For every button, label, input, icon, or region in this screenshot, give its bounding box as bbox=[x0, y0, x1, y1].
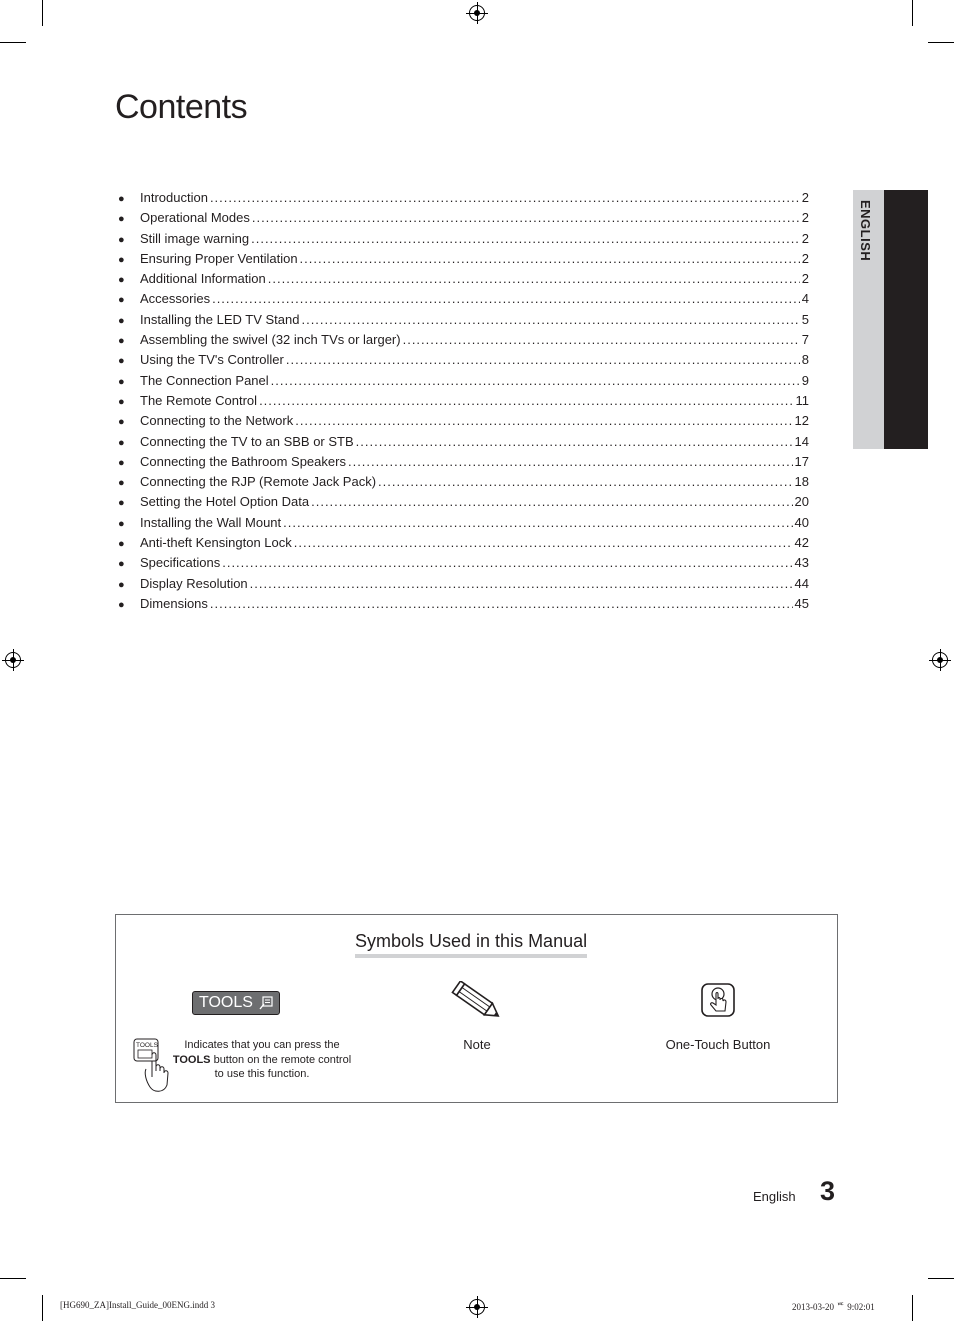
tools-desc-bold: TOOLS bbox=[172, 1053, 211, 1066]
toc-leader-dots bbox=[212, 289, 800, 309]
tools-badge bbox=[192, 991, 280, 1015]
toc-entry-page: 44 bbox=[794, 575, 809, 591]
crop-mark bbox=[912, 1295, 913, 1321]
toc-leader-dots bbox=[348, 452, 793, 472]
tools-desc-line-1: Indicates that you can press the bbox=[184, 1039, 340, 1051]
crop-mark bbox=[912, 0, 913, 26]
crop-mark bbox=[0, 1278, 26, 1279]
one-touch-button-icon bbox=[701, 983, 735, 1017]
toc-entry[interactable] bbox=[118, 432, 809, 452]
note-label: Note bbox=[463, 1037, 491, 1052]
toc-entry-label: Additional Information bbox=[140, 271, 266, 287]
toc-entry-page: 2 bbox=[801, 230, 809, 246]
toc-leader-dots bbox=[268, 269, 800, 289]
toc-entry-page: 17 bbox=[794, 453, 809, 469]
toc-entry-page: 43 bbox=[794, 555, 809, 571]
toc-entry-label: Operational Modes bbox=[140, 210, 250, 226]
toc-entry-label: The Remote Control bbox=[140, 392, 258, 408]
toc-leader-dots bbox=[286, 350, 800, 370]
crop-mark bbox=[928, 1278, 954, 1279]
toc-leader-dots bbox=[251, 229, 800, 249]
bullet-icon: ● bbox=[118, 497, 125, 510]
symbols-title: Symbols Used in this Manual bbox=[355, 931, 587, 958]
toc-entry-label: Installing the LED TV Stand bbox=[140, 311, 300, 327]
toc-entry-label: Anti-theft Kensington Lock bbox=[140, 535, 292, 551]
bullet-icon: ● bbox=[118, 517, 125, 530]
toc-leader-dots bbox=[301, 310, 799, 330]
bullet-icon: ● bbox=[118, 477, 125, 490]
registration-mark-icon bbox=[469, 5, 485, 21]
note-pencil-icon bbox=[450, 981, 506, 1025]
toc-entry-page: 2 bbox=[801, 250, 809, 266]
toc-entry-label: Installing the Wall Mount bbox=[140, 514, 282, 530]
page-number: 3 bbox=[820, 1176, 836, 1206]
bullet-icon: ● bbox=[118, 335, 125, 348]
crop-mark bbox=[928, 42, 954, 43]
toc-entry[interactable] bbox=[118, 269, 809, 289]
toc-entry-page: 40 bbox=[794, 514, 809, 530]
toc-entry-label: Assembling the swivel (32 inch TVs or larger) bbox=[140, 332, 401, 348]
toc-entry-page: 2 bbox=[801, 210, 809, 226]
bullet-icon: ● bbox=[118, 456, 125, 469]
toc-entry-page: 9 bbox=[801, 372, 809, 388]
crop-mark bbox=[42, 0, 43, 26]
bullet-icon: ● bbox=[118, 598, 125, 611]
bullet-icon: ● bbox=[118, 538, 125, 551]
toc-entry-label: The Connection Panel bbox=[140, 372, 269, 388]
toc-leader-dots bbox=[300, 249, 800, 269]
bullet-icon: ● bbox=[118, 395, 125, 408]
bullet-icon: ● bbox=[118, 416, 125, 429]
toc-entry-page: 14 bbox=[794, 433, 809, 449]
bullet-icon: ● bbox=[118, 375, 125, 388]
toc-entry[interactable] bbox=[118, 391, 809, 411]
toc-entry[interactable] bbox=[118, 553, 809, 573]
footer-language: English bbox=[753, 1189, 796, 1204]
tools-badge-label: TOOLS bbox=[199, 994, 253, 1011]
toc-leader-dots bbox=[356, 432, 793, 452]
toc-entry[interactable] bbox=[118, 594, 809, 614]
toc-entry-label: Connecting the Bathroom Speakers bbox=[140, 453, 346, 469]
toc-leader-dots bbox=[271, 371, 800, 391]
language-tab-bar bbox=[884, 190, 928, 449]
toc-entry-label: Using the TV's Controller bbox=[140, 352, 284, 368]
remote-hand-icon bbox=[132, 1037, 172, 1095]
toc-entry-page: 4 bbox=[801, 291, 809, 307]
toc-leader-dots bbox=[311, 492, 792, 512]
toc-leader-dots bbox=[259, 391, 793, 411]
toc-leader-dots bbox=[210, 188, 800, 208]
bullet-icon: ● bbox=[118, 193, 125, 205]
tools-desc-line-2: button on the remote control to use this function. bbox=[210, 1053, 352, 1080]
toc-entry-label: Introduction bbox=[140, 190, 208, 205]
toc-entry[interactable] bbox=[118, 229, 809, 249]
toc-entry[interactable] bbox=[118, 208, 809, 228]
toc-entry-label: Specifications bbox=[140, 555, 221, 571]
toc-leader-dots bbox=[210, 594, 793, 614]
symbols-box bbox=[115, 914, 838, 1103]
toc-entry-page: 5 bbox=[801, 311, 809, 327]
toc-leader-dots bbox=[222, 553, 792, 573]
toc-entry-page: 42 bbox=[794, 535, 809, 551]
tools-description bbox=[172, 1038, 352, 1082]
bullet-icon: ● bbox=[118, 233, 125, 246]
toc-leader-dots bbox=[378, 472, 793, 492]
crop-mark bbox=[0, 42, 26, 43]
toc-entry-label: Display Resolution bbox=[140, 575, 248, 591]
bullet-icon: ● bbox=[118, 558, 125, 571]
toc-entry-page: 8 bbox=[801, 352, 809, 368]
toc-entry-page: 2 bbox=[801, 190, 809, 205]
registration-mark-icon bbox=[469, 1299, 485, 1315]
bullet-icon: ● bbox=[118, 213, 125, 226]
toc-entry-page: 18 bbox=[794, 474, 809, 490]
toc-entry[interactable] bbox=[118, 472, 809, 492]
tools-icon bbox=[259, 996, 273, 1010]
toc-leader-dots bbox=[403, 330, 800, 350]
toc-leader-dots bbox=[295, 411, 792, 431]
toc-entry[interactable] bbox=[118, 492, 809, 512]
bullet-icon: ● bbox=[118, 436, 125, 449]
toc-entry-label: Accessories bbox=[140, 291, 211, 307]
toc-entry-label: Setting the Hotel Option Data bbox=[140, 494, 310, 510]
toc-leader-dots bbox=[252, 208, 800, 228]
bullet-icon: ● bbox=[118, 355, 125, 368]
toc-entry[interactable] bbox=[118, 310, 809, 330]
toc-entry[interactable] bbox=[118, 188, 809, 208]
toc-entry[interactable] bbox=[118, 249, 809, 269]
print-slug-date: 2013-03-20 ᄠ 9:02:01 bbox=[792, 1302, 875, 1312]
bullet-icon: ● bbox=[118, 274, 125, 287]
toc-entry-label: Dimensions bbox=[140, 595, 208, 611]
toc-leader-dots bbox=[294, 533, 793, 553]
tools-small-label: TOOLS bbox=[136, 1042, 158, 1049]
registration-mark-icon bbox=[932, 652, 948, 668]
registration-mark-icon bbox=[5, 652, 21, 668]
page-title: Contents bbox=[115, 88, 248, 126]
toc-entry-label: Connecting the RJP (Remote Jack Pack) bbox=[140, 474, 377, 490]
toc-entry[interactable] bbox=[118, 350, 809, 370]
toc-entry-label: Connecting the TV to an SBB or STB bbox=[140, 433, 354, 449]
print-slug-file: [HG690_ZA]Install_Guide_00ENG.indd 3 bbox=[60, 1300, 215, 1310]
toc-entry-label: Ensuring Proper Ventilation bbox=[140, 250, 298, 266]
one-touch-button-label: One-Touch Button bbox=[665, 1037, 771, 1052]
language-tab-label: ENGLISH bbox=[858, 200, 873, 262]
toc-entry-label: Connecting to the Network bbox=[140, 413, 294, 429]
toc-entry[interactable] bbox=[118, 513, 809, 533]
toc-entry-page: 45 bbox=[794, 595, 809, 611]
toc-entry[interactable] bbox=[118, 533, 809, 553]
toc-entry[interactable] bbox=[118, 574, 809, 594]
table-of-contents bbox=[118, 188, 809, 614]
toc-entry-label: Still image warning bbox=[140, 230, 250, 246]
toc-entry-page: 11 bbox=[795, 392, 809, 408]
bullet-icon: ● bbox=[118, 314, 125, 327]
toc-entry[interactable] bbox=[118, 452, 809, 472]
toc-entry-page: 12 bbox=[794, 413, 809, 429]
bullet-icon: ● bbox=[118, 253, 125, 266]
toc-entry-page: 2 bbox=[801, 271, 809, 287]
toc-entry-page: 20 bbox=[794, 494, 809, 510]
toc-entry-page: 7 bbox=[801, 332, 809, 348]
toc-leader-dots bbox=[250, 574, 793, 594]
crop-mark bbox=[42, 1295, 43, 1321]
toc-entry[interactable] bbox=[118, 289, 809, 309]
toc-leader-dots bbox=[283, 513, 792, 533]
toc-entry[interactable] bbox=[118, 330, 809, 350]
bullet-icon: ● bbox=[118, 578, 125, 591]
toc-entry[interactable] bbox=[118, 411, 809, 431]
bullet-icon: ● bbox=[118, 294, 125, 307]
toc-entry[interactable] bbox=[118, 371, 809, 391]
